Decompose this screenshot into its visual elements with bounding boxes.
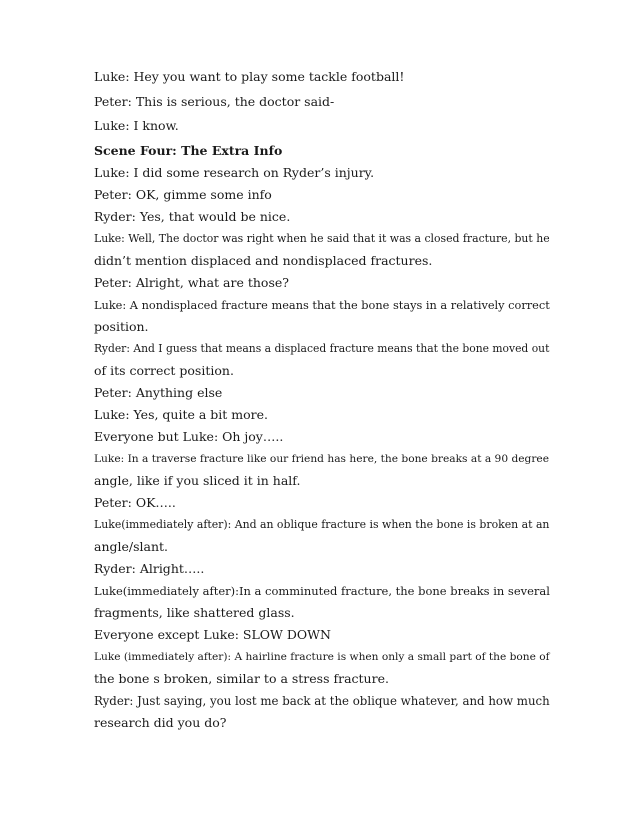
script-line: Luke(immediately after):In a comminuted fracture, the bone breaks in several xyxy=(94,583,550,598)
script-line: Everyone except Luke: SLOW DOWN xyxy=(94,626,331,642)
script-line: Ryder: And I guess that means a displaced fracture means that the bone moved out xyxy=(94,341,550,355)
script-text xyxy=(94,66,554,734)
script-line: of its correct position. xyxy=(94,362,234,378)
script-line: Peter: This is serious, the doctor said- xyxy=(94,93,335,109)
script-line: Luke(immediately after): And an oblique fracture is when the bone is broken at an xyxy=(94,517,550,531)
script-line: Everyone but Luke: Oh joy….. xyxy=(94,428,284,444)
script-line: Luke: I know. xyxy=(94,118,179,133)
script-line: Luke (immediately after): A hairline fracture is when only a small part of the bone of xyxy=(94,650,550,663)
script-line: Peter: Anything else xyxy=(94,384,223,400)
script-line: Luke: Well, The doctor was right when he said that it was a closed fracture, but he xyxy=(94,231,550,245)
script-line: Luke: In a traverse fracture like our friend has here, the bone breaks at a 90 degree xyxy=(94,451,550,465)
script-line: Luke: Yes, quite a bit more. xyxy=(94,406,269,422)
script-line: position. xyxy=(94,318,149,334)
script-line: didn’t mention displaced and nondisplaced fractures. xyxy=(94,252,433,268)
script-line: fragments, like shattered glass. xyxy=(94,604,295,620)
script-line: angle/slant. xyxy=(94,538,169,554)
script-line: Peter: Alright, what are those? xyxy=(94,274,289,290)
script-line: Ryder: Just saying, you lost me back at the oblique whatever, and how much xyxy=(94,693,550,708)
script-line: Ryder: Alright….. xyxy=(94,560,205,576)
scene-heading: Scene Four: The Extra Info xyxy=(94,142,283,158)
script-line: the bone s broken, similar to a stress fracture. xyxy=(94,670,389,686)
script-line: Ryder: Yes, that would be nice. xyxy=(94,208,291,224)
script-line: Luke: A nondisplaced fracture means that the bone stays in a relatively correct xyxy=(94,297,550,312)
script-line: angle, like if you sliced it in half. xyxy=(94,472,301,488)
script-line: Peter: OK, gimme some info xyxy=(94,186,272,202)
script-line: Luke: Hey you want to play some tackle football! xyxy=(94,69,405,84)
script-line: research did you do? xyxy=(94,714,227,730)
script-line: Peter: OK….. xyxy=(94,494,176,510)
script-line: Luke: I did some research on Ryder’s injury. xyxy=(94,164,375,180)
